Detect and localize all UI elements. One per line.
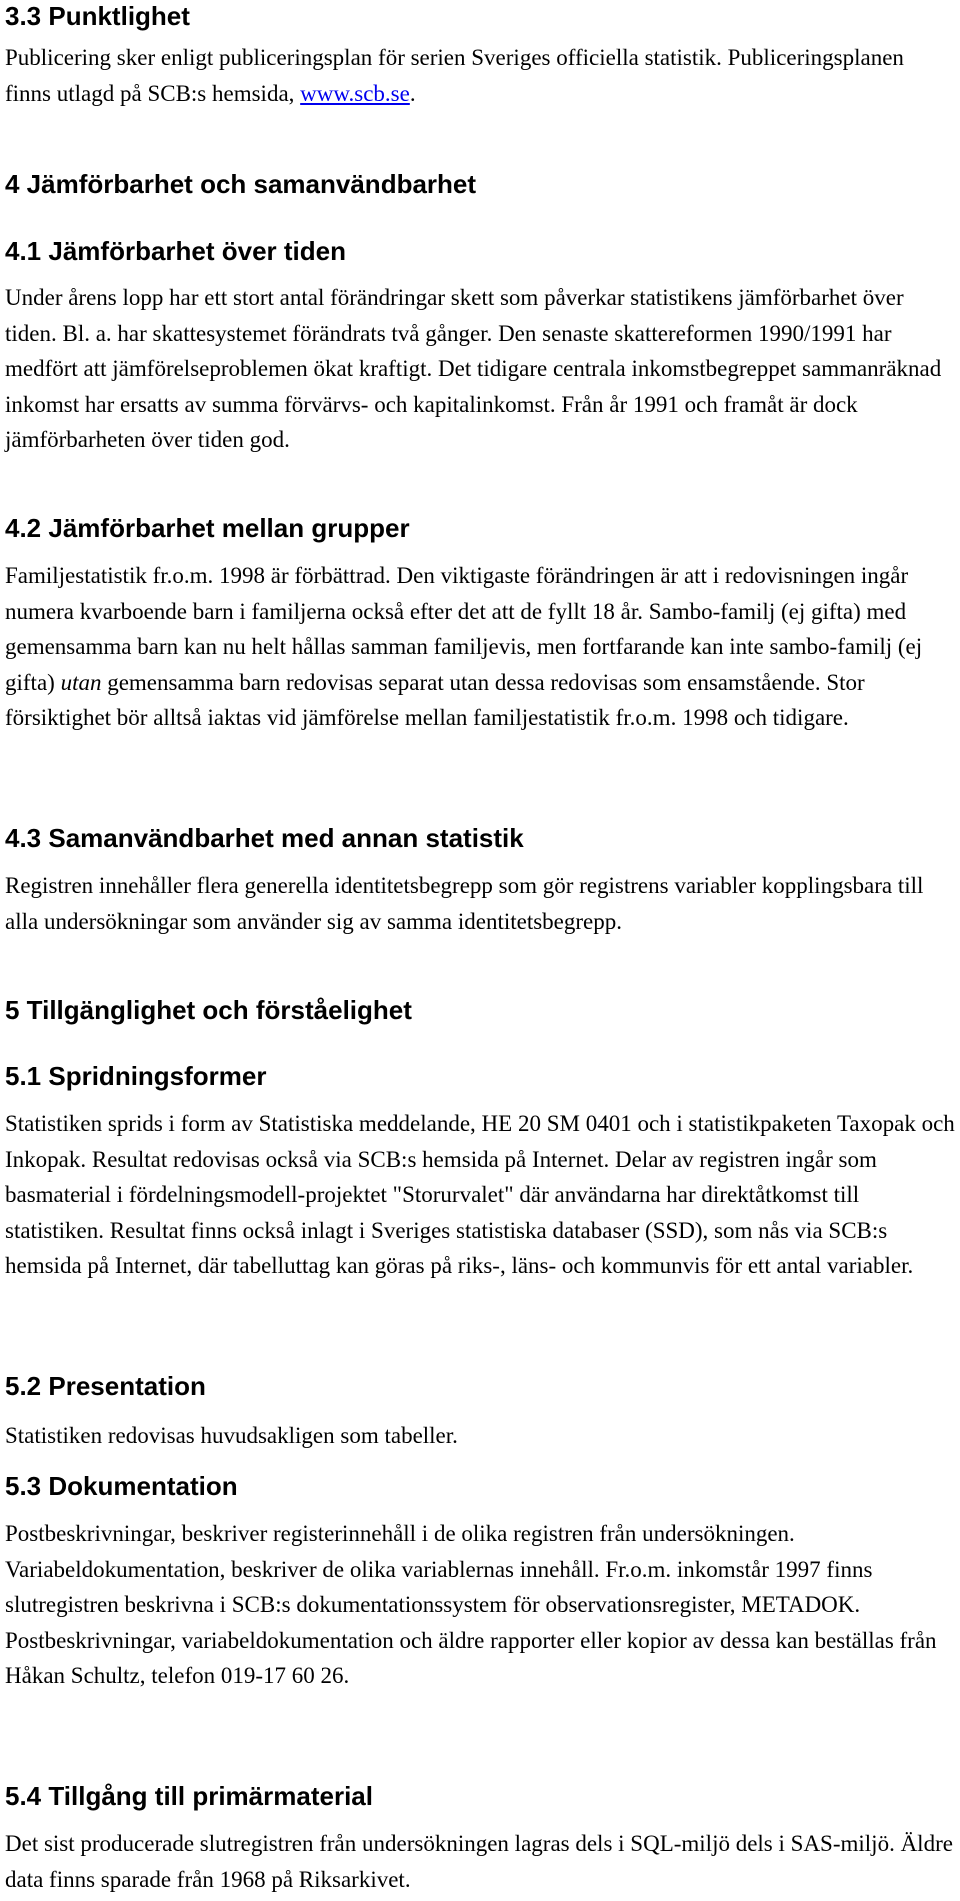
heading-5-4: 5.4 Tillgång till primärmaterial — [5, 1781, 373, 1811]
paragraph-5-3: Postbeskrivningar, beskriver registerinnehåll i de olika registren från undersökningen. Variabeldokumentation, beskriver de olika variablernas innehåll. Fr.o.m. inkomstår 1997 finns slutregistren beskrivna i SCB:s dokumentationssystem för observationsregister, METADOK. Postbeskrivningar, variabeldokumentation och äldre rapporter eller kopior av dessa kan beställas från Håkan Schultz, telefon 019-17 60 26. — [5, 1521, 937, 1688]
heading-5-3: 5.3 Dokumentation — [5, 1471, 238, 1501]
paragraph-4-2-text-a: Familjestatistik fr.o.m. 1998 är förbättrad. Den viktigaste förändringen är att i redovisningen ingår numera kvarboende barn i familjerna också efter det att de fyllt 18 år. Sambo-familj (ej gifta) med gemensamma barn kan nu helt hållas samman familjevis, men fortfarande kan inte sambo-familj (ej gifta) — [5, 563, 923, 695]
paragraph-4-2 — [5, 558, 955, 736]
paragraph-4-2-text-b: gemensamma barn redovisas separat utan dessa redovisas som ensamstående. Stor försiktighet bör alltså iaktas vid jämförelse mellan familjestatistik fr.o.m. 1998 och tidigare. — [5, 669, 865, 730]
paragraph-4-2-emphasis: utan — [60, 669, 102, 695]
paragraph-5-2: Statistiken redovisas huvudsakligen som tabeller. — [5, 1423, 458, 1448]
heading-5-2: 5.2 Presentation — [5, 1371, 206, 1401]
heading-5: 5 Tillgänglighet och förståelighet — [5, 995, 412, 1025]
paragraph-4-1: Under årens lopp har ett stort antal förändringar skett som påverkar statistikens jämförbarhet över tiden. Bl. a. har skattesystemet förändrats två gånger. Den senaste skattereformen 1990/1991 har medfört att jämförelseproblemen ökat kraftigt. Det tidigare centrala inkomstbegreppet sammanräknad inkomst har ersatts av summa förvärvs- och kapitalinkomst. Från år 1991 och framåt är dock jämförbarheten över tiden god. — [5, 285, 942, 452]
paragraph-5-4: Det sist producerade slutregistren från undersökningen lagras dels i SQL-miljö dels i SAS-miljö. Äldre data finns sparade från 1968 på Riksarkivet. — [5, 1831, 953, 1892]
paragraph-4-3: Registren innehåller flera generella identitetsbegrepp som gör registrens variabler kopplingsbara till alla undersökningar som använder sig av samma identitetsbegrepp. — [5, 873, 924, 934]
paragraph-3-3-end: . — [409, 80, 416, 106]
heading-3-3: 3.3 Punktlighet — [5, 1, 190, 31]
paragraph-5-1: Statistiken sprids i form av Statistiska meddelande, HE 20 SM 0401 och i statistikpaketen Taxopak och Inkopak. Resultat redovisas också via SCB:s hemsida på Internet. Delar av registren ingår som basmaterial i fördelningsmodell-projektet "Storurvalet" där användarna har direktåtkomst till statistiken. Resultat finns också inlagt i Sveriges statistiska databaser (SSD), som nås via SCB:s hemsida på Internet, där tabelluttag kan göras på riks-, läns- och kommunvis för ett antal variabler. — [5, 1111, 955, 1278]
heading-4: 4 Jämförbarhet och samanvändbarhet — [5, 169, 477, 199]
heading-4-3: 4.3 Samanvändbarhet med annan statistik — [5, 823, 524, 853]
scb-website-link[interactable]: www.scb.se — [300, 80, 410, 106]
heading-5-1: 5.1 Spridningsformer — [5, 1061, 267, 1091]
paragraph-3-3-text: Publicering sker enligt publiceringsplan för serien Sveriges officiella statistik. Publiceringsplanen finns utlagd på SCB:s hemsida, — [5, 45, 904, 106]
heading-4-1: 4.1 Jämförbarhet över tiden — [5, 236, 346, 266]
paragraph-3-3 — [5, 40, 955, 111]
heading-4-2: 4.2 Jämförbarhet mellan grupper — [5, 513, 410, 543]
